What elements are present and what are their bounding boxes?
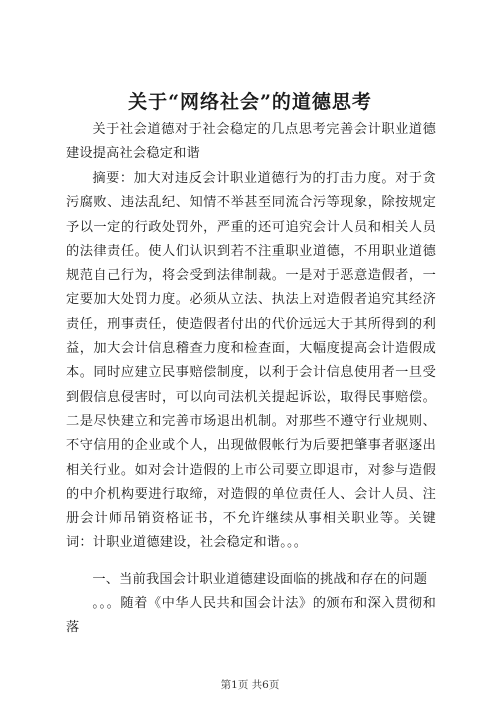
abstract-paragraph: 摘要：加大对违反会计职业道德行为的打击力度。对于贪污腐败、违法乱纪、知情不举甚至同流合污等现象，除按规定予以一定的行政处罚外，严重的还可追究会计人员和相关人员的法律责任。使人们认识到若不注重职业道德，不用职业道德规范自己行为，将会受到法律制裁。一是对于恶意造假者，一定要加大处罚力度。必须从立法、执法上对造假者追究其经济责任，刑事责任，使造假者付出的代价远远大于其所得到的利益，加大会计信息稽查力度和检查面，大幅度提高会计造假成本。同时应建立民事赔偿制度，以利于会计信息使用者一旦受到假信息侵害时，可以向司法机关提起诉讼，取得民事赔偿。二是尽快建立和完善市场退出机制。对那些不遵守行业规则、不守信用的企业或个人，出现做假帐行为后要把肇事者驱逐出相关行业。如对会计造假的上市公司要立即退市，对参与造假的中介机构要进行取缔，对造假的单位责任人、会计人员、注册会计师吊销资格证书，不允许继续从事相关职业等。关键词：计职业道德建设，社会稳定和谐。。。 (66, 171, 436, 551)
document-subtitle: 关于社会道德对于社会稳定的几点思考完善会计职业道德建设提高社会稳定和谐 (66, 122, 436, 162)
page-number-footer: 第1页 共6页 (220, 679, 280, 691)
document-title: 关于“网络社会”的道德思考 (128, 91, 372, 113)
section-body-paragraph: 。。。随着《中华人民共和国会计法》的颁布和深入贯彻和落 (66, 596, 436, 636)
section-heading: 一、当前我国会计职业道德建设面临的挑战和存在的问题 (92, 572, 428, 587)
